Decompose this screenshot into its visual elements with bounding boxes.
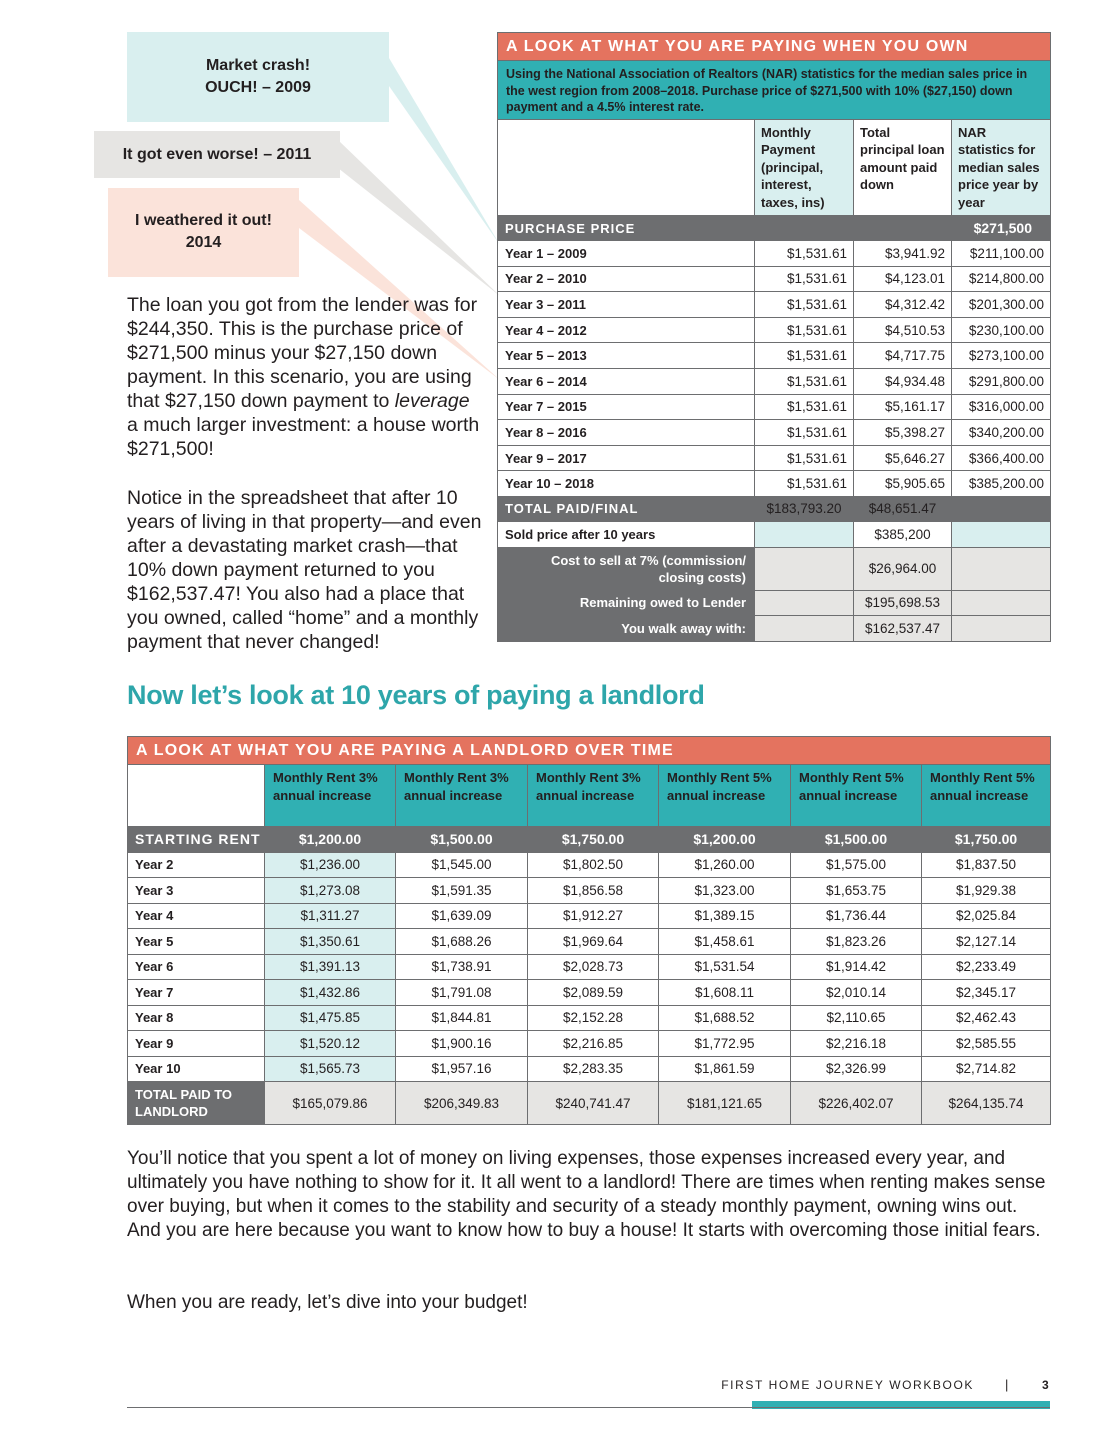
year-label: Year 4 – 2012 [498, 317, 755, 343]
owed-value: $195,698.53 [854, 590, 952, 616]
rent-value: $1,236.00 [265, 852, 396, 878]
rent-value: $2,326.99 [791, 1056, 922, 1082]
own-table-row [498, 420, 1051, 446]
total-paid-landlord-row [128, 1082, 1051, 1125]
starting-rent-row [128, 827, 1051, 853]
rent-value: $1,531.54 [659, 954, 791, 980]
rent-value: $2,714.82 [922, 1056, 1051, 1082]
own-table-row [498, 471, 1051, 497]
year-label: Year 1 – 2009 [498, 241, 755, 267]
year-label: Year 7 – 2015 [498, 394, 755, 420]
year-label: Year 2 – 2010 [498, 266, 755, 292]
header-blank [128, 765, 265, 827]
principal-paid: $5,646.27 [854, 445, 952, 471]
year-label: Year 5 – 2013 [498, 343, 755, 369]
rent-value: $1,900.16 [396, 1031, 528, 1057]
year-label: Year 4 [128, 903, 265, 929]
rent-table [127, 736, 1051, 1125]
owed-label: Remaining owed to Lender [498, 590, 755, 616]
callout-text: OUCH! – 2009 [205, 79, 311, 96]
cost-row [498, 547, 1051, 590]
year-label: Year 9 – 2017 [498, 445, 755, 471]
spreadsheet-explanation: Notice in the spreadsheet that after 10 years of living in that property—and even after a devastating market crash—that 10% down payment returned to you $162,537.47! You also had a place that you owned, called “home” and a monthly payment that never changed! [127, 487, 482, 653]
paragraph-part: a much larger investment: a house worth $271,500! [127, 414, 480, 460]
total-paid-row [498, 496, 1051, 521]
rent-table-row [128, 903, 1051, 929]
sold-row [498, 521, 1051, 547]
nar-price: $366,400.00 [952, 445, 1051, 471]
year-label: Year 9 [128, 1031, 265, 1057]
header-blank [498, 119, 755, 216]
callout-got-worse [94, 131, 340, 178]
empty-cell [755, 616, 854, 642]
nar-price: $273,100.00 [952, 343, 1051, 369]
rent-value: $2,089.59 [528, 980, 659, 1006]
empty-cell [755, 216, 854, 241]
rent-value: $1,688.26 [396, 929, 528, 955]
nar-price: $230,100.00 [952, 317, 1051, 343]
own-table-row [498, 241, 1051, 267]
starting-rent-value: $1,200.00 [659, 827, 791, 853]
purchase-price-value: $271,500 [952, 216, 1051, 241]
total-landlord-value: $240,741.47 [528, 1082, 659, 1125]
rent-value: $1,608.11 [659, 980, 791, 1006]
rent-value: $1,520.12 [265, 1031, 396, 1057]
rent-value: $1,311.27 [265, 903, 396, 929]
total-payment: $183,793.20 [755, 496, 854, 521]
purchase-price-label: PURCHASE PRICE [498, 216, 755, 241]
year-label: Year 8 – 2016 [498, 420, 755, 446]
walk-label: You walk away with: [498, 616, 755, 642]
rent-table-row [128, 852, 1051, 878]
principal-paid: $4,123.01 [854, 266, 952, 292]
sold-value: $385,200 [854, 521, 952, 547]
rent-value: $1,389.15 [659, 903, 791, 929]
rent-value: $1,639.09 [396, 903, 528, 929]
rent-table-row [128, 1031, 1051, 1057]
rent-value: $1,914.42 [791, 954, 922, 980]
callout-text: I weathered it out! [135, 212, 272, 229]
rent-table-row [128, 1005, 1051, 1031]
rent-value: $1,688.52 [659, 1005, 791, 1031]
cost-value: $26,964.00 [854, 547, 952, 590]
rent-column-header: Monthly Rent 3% annual increase [528, 765, 659, 827]
principal-paid: $4,510.53 [854, 317, 952, 343]
year-label: Year 7 [128, 980, 265, 1006]
purchase-price-row [498, 216, 1051, 241]
year-label: Year 10 – 2018 [498, 471, 755, 497]
own-table-row [498, 317, 1051, 343]
rent-value: $1,856.58 [528, 878, 659, 904]
year-label: Year 10 [128, 1056, 265, 1082]
nar-price: $201,300.00 [952, 292, 1051, 318]
year-label: Year 3 – 2011 [498, 292, 755, 318]
rent-value: $1,591.35 [396, 878, 528, 904]
monthly-payment: $1,531.61 [755, 317, 854, 343]
rent-table-row [128, 878, 1051, 904]
rent-value: $1,912.27 [528, 903, 659, 929]
starting-rent-value: $1,200.00 [265, 827, 396, 853]
total-landlord-value: $206,349.83 [396, 1082, 528, 1125]
empty-cell [854, 216, 952, 241]
rent-value: $1,458.61 [659, 929, 791, 955]
own-table-intro: Using the National Association of Realtors (NAR) statistics for the median sales price in the west region from 2008–2018. Purchase price of $271,500 with 10% ($27,150) down payment and a 4.5% interest rate. [498, 61, 1051, 120]
rent-value: $2,028.73 [528, 954, 659, 980]
principal-paid: $4,934.48 [854, 368, 952, 394]
nar-price: $340,200.00 [952, 420, 1051, 446]
rent-value: $1,391.13 [265, 954, 396, 980]
rent-value: $1,545.00 [396, 852, 528, 878]
own-table-row [498, 343, 1051, 369]
rent-value: $1,957.16 [396, 1056, 528, 1082]
rent-column-header: Monthly Rent 3% annual increase [396, 765, 528, 827]
rent-table-title: A LOOK AT WHAT YOU ARE PAYING A LANDLORD OVER TIME [128, 737, 1051, 765]
emphasis: leverage [394, 390, 470, 412]
footer-rule [127, 1407, 1050, 1408]
monthly-payment: $1,531.61 [755, 368, 854, 394]
starting-rent-value: $1,750.00 [528, 827, 659, 853]
year-label: Year 2 [128, 852, 265, 878]
principal-paid: $4,312.42 [854, 292, 952, 318]
rent-table-row [128, 954, 1051, 980]
rent-value: $2,110.65 [791, 1005, 922, 1031]
total-landlord-value: $181,121.65 [659, 1082, 791, 1125]
empty-cell [952, 590, 1051, 616]
rent-value: $1,791.08 [396, 980, 528, 1006]
empty-cell [952, 616, 1051, 642]
rent-value: $1,738.91 [396, 954, 528, 980]
nar-price: $214,800.00 [952, 266, 1051, 292]
rent-value: $1,323.00 [659, 878, 791, 904]
walk-value: $162,537.47 [854, 616, 952, 642]
cost-label: Cost to sell at 7% (commission/ closing costs) [498, 547, 755, 590]
callout-weathered [108, 188, 299, 277]
year-label: Year 6 – 2014 [498, 368, 755, 394]
nar-price: $316,000.00 [952, 394, 1051, 420]
own-table [497, 32, 1051, 642]
own-table-row [498, 266, 1051, 292]
rent-value: $1,575.00 [791, 852, 922, 878]
rent-table-row [128, 929, 1051, 955]
rent-value: $2,010.14 [791, 980, 922, 1006]
year-label: Year 5 [128, 929, 265, 955]
year-label: Year 6 [128, 954, 265, 980]
rent-value: $2,127.14 [922, 929, 1051, 955]
empty-cell [755, 521, 854, 547]
monthly-payment: $1,531.61 [755, 266, 854, 292]
rent-value: $1,929.38 [922, 878, 1051, 904]
empty-cell [952, 547, 1051, 590]
rent-value: $2,462.43 [922, 1005, 1051, 1031]
callout-text: 2014 [185, 234, 222, 251]
rent-value: $1,861.59 [659, 1056, 791, 1082]
starting-rent-label: STARTING RENT [128, 827, 265, 853]
empty-cell [755, 547, 854, 590]
header-monthly-payment: Monthly Payment (principal, interest, taxes, ins) [755, 119, 854, 216]
rent-value: $1,844.81 [396, 1005, 528, 1031]
own-table-row [498, 445, 1051, 471]
rent-value: $1,772.95 [659, 1031, 791, 1057]
monthly-payment: $1,531.61 [755, 420, 854, 446]
rent-value: $1,260.00 [659, 852, 791, 878]
rent-column-header: Monthly Rent 5% annual increase [791, 765, 922, 827]
principal-paid: $5,905.65 [854, 471, 952, 497]
principal-paid: $5,161.17 [854, 394, 952, 420]
budget-cta: When you are ready, let’s dive into your budget! [127, 1292, 528, 1313]
callout-text: It got even worse! – 2011 [122, 145, 312, 163]
walk-row [498, 616, 1051, 642]
rent-value: $1,736.44 [791, 903, 922, 929]
monthly-payment: $1,531.61 [755, 343, 854, 369]
header-principal: Total principal loan amount paid down [854, 119, 952, 216]
total-landlord-value: $165,079.86 [265, 1082, 396, 1125]
footer-separator: | [1005, 1377, 1009, 1392]
own-table-row [498, 394, 1051, 420]
rent-table-row [128, 980, 1051, 1006]
footer-workbook-label: FIRST HOME JOURNEY WORKBOOK [721, 1378, 974, 1392]
total-label: TOTAL PAID/FINAL [498, 496, 755, 521]
rent-value: $1,350.61 [265, 929, 396, 955]
rent-value: $2,216.85 [528, 1031, 659, 1057]
monthly-payment: $1,531.61 [755, 445, 854, 471]
starting-rent-value: $1,750.00 [922, 827, 1051, 853]
paragraph-part: The loan you got from the lender was for $244,350. This is the purchase price of $271,500 minus your $27,150 down payment. In this scenario, you are using that $27,150 down payment to [127, 294, 478, 412]
starting-rent-value: $1,500.00 [396, 827, 528, 853]
sold-label: Sold price after 10 years [498, 521, 755, 547]
nar-price: $291,800.00 [952, 368, 1051, 394]
rent-value: $2,283.35 [528, 1056, 659, 1082]
section-heading: Now let’s look at 10 years of paying a landlord [127, 680, 705, 710]
nar-price: $385,200.00 [952, 471, 1051, 497]
loan-explanation [127, 293, 483, 461]
rent-value: $1,432.86 [265, 980, 396, 1006]
monthly-payment: $1,531.61 [755, 292, 854, 318]
rent-value: $2,345.17 [922, 980, 1051, 1006]
rent-value: $2,216.18 [791, 1031, 922, 1057]
rent-value: $1,837.50 [922, 852, 1051, 878]
total-landlord-value: $264,135.74 [922, 1082, 1051, 1125]
own-table-row [498, 368, 1051, 394]
total-landlord-value: $226,402.07 [791, 1082, 922, 1125]
starting-rent-value: $1,500.00 [791, 827, 922, 853]
monthly-payment: $1,531.61 [755, 394, 854, 420]
monthly-payment: $1,531.61 [755, 471, 854, 497]
rent-value: $2,233.49 [922, 954, 1051, 980]
header-nar: NAR statistics for median sales price year by year [952, 119, 1051, 216]
rent-column-header: Monthly Rent 3% annual increase [265, 765, 396, 827]
empty-cell [952, 521, 1051, 547]
principal-paid: $5,398.27 [854, 420, 952, 446]
monthly-payment: $1,531.61 [755, 241, 854, 267]
own-table-title: A LOOK AT WHAT YOU ARE PAYING WHEN YOU OWN [498, 33, 1051, 61]
page-number: 3 [1042, 1378, 1049, 1392]
principal-paid: $4,717.75 [854, 343, 952, 369]
rent-value: $1,802.50 [528, 852, 659, 878]
empty-cell [755, 590, 854, 616]
own-table-row [498, 292, 1051, 318]
total-principal: $48,651.47 [854, 496, 952, 521]
rent-value: $1,653.75 [791, 878, 922, 904]
rent-value: $2,585.55 [922, 1031, 1051, 1057]
rent-value: $1,823.26 [791, 929, 922, 955]
rent-value: $1,969.64 [528, 929, 659, 955]
empty-cell [952, 496, 1051, 521]
rent-value: $1,273.08 [265, 878, 396, 904]
total-landlord-label: TOTAL PAID TO LANDLORD [128, 1082, 265, 1125]
rent-value: $1,475.85 [265, 1005, 396, 1031]
rent-value: $2,025.84 [922, 903, 1051, 929]
rent-value: $2,152.28 [528, 1005, 659, 1031]
rent-table-row [128, 1056, 1051, 1082]
rent-value: $1,565.73 [265, 1056, 396, 1082]
rent-column-header: Monthly Rent 5% annual increase [659, 765, 791, 827]
year-label: Year 8 [128, 1005, 265, 1031]
conclusion-paragraph: You’ll notice that you spent a lot of money on living expenses, those expenses increased every year, and ultimately you have nothing to show for it. It all went to a landlord! There are times when renting makes sense over buying, but when it comes to the stability and security of a steady monthly payment, owning wins out. And you are here because you want to know how to buy a house! It starts with overcoming those initial fears. [127, 1148, 1046, 1241]
callout-market-crash [127, 32, 389, 122]
owed-row [498, 590, 1051, 616]
callout-text: Market crash! [205, 57, 311, 74]
rent-column-header: Monthly Rent 5% annual increase [922, 765, 1051, 827]
year-label: Year 3 [128, 878, 265, 904]
nar-price: $211,100.00 [952, 241, 1051, 267]
principal-paid: $3,941.92 [854, 241, 952, 267]
